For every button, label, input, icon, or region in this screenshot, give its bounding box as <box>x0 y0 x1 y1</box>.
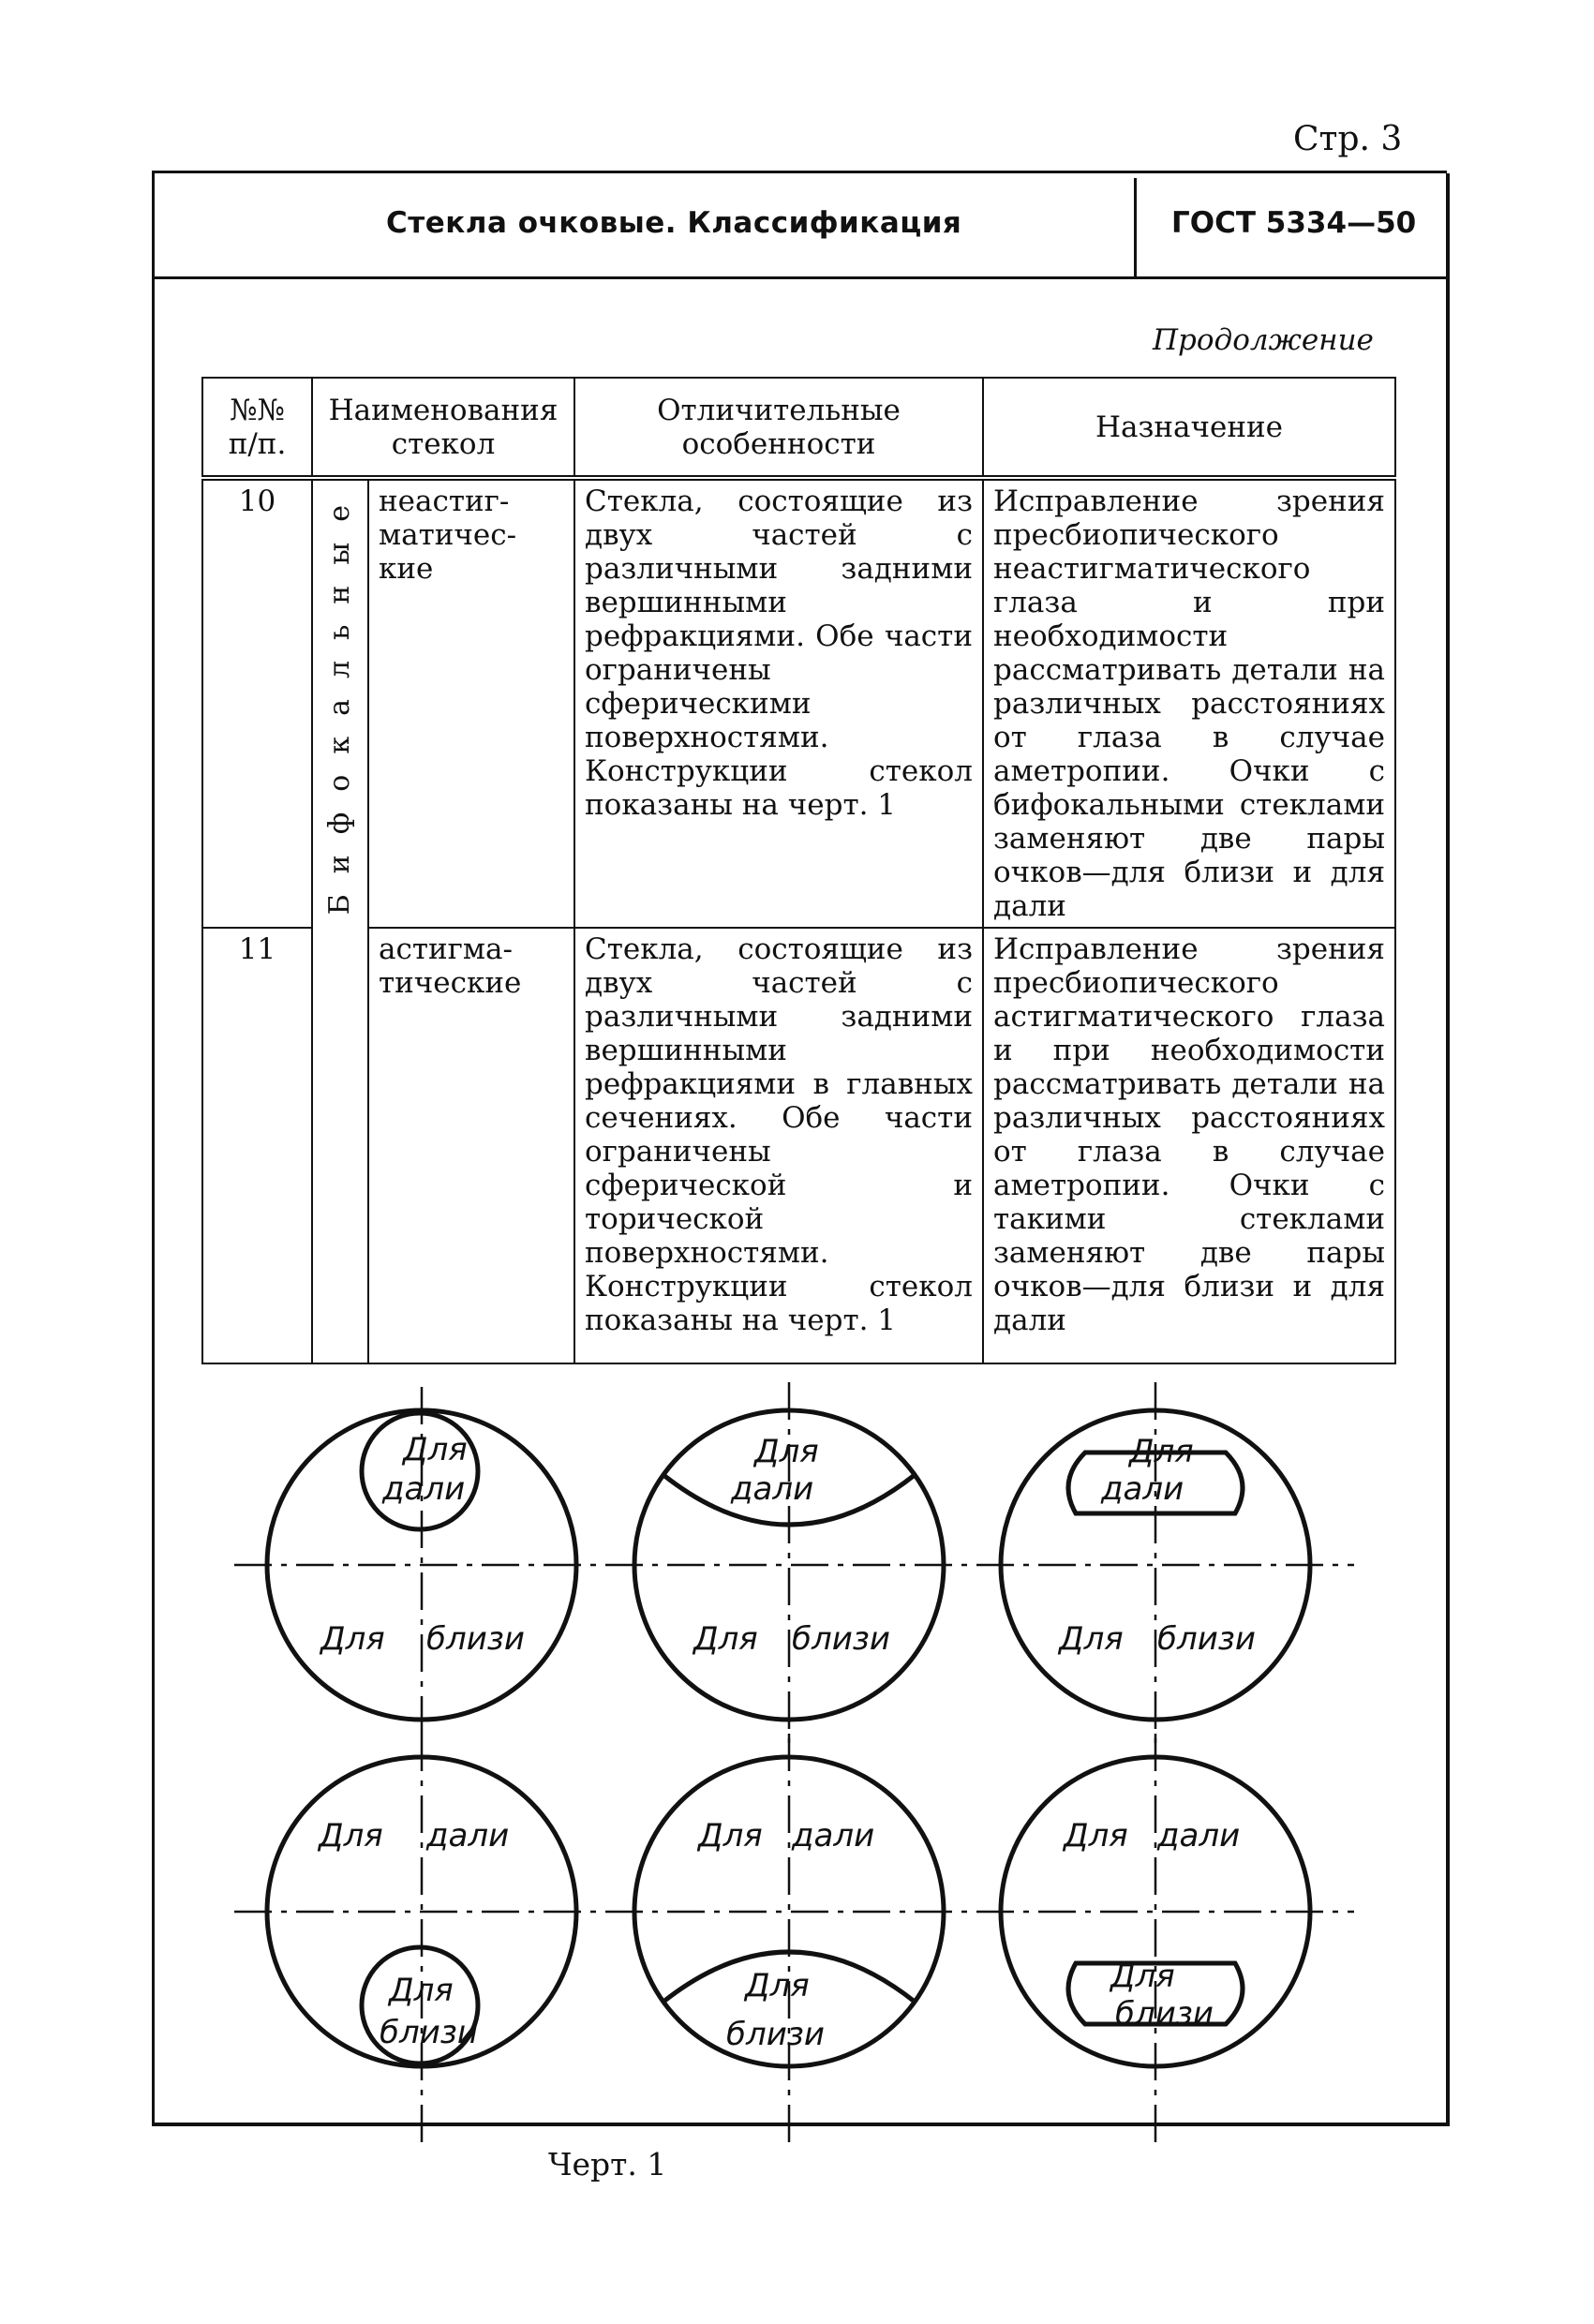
label-near: близи <box>726 2016 825 2053</box>
glass-features: Стекла, состоящие из двух частей с различными задними вершинными рефракциями в главных сечениях. Обе части ограничены сферической и торической поверхностями. Конструкции стекол показаны на черт. 1 <box>574 928 983 1363</box>
table-header-row <box>202 378 1395 478</box>
continuation-label: Продолжение <box>1153 323 1374 357</box>
label-near: Для <box>745 1967 810 2004</box>
document-title: Стекла очковые. Классификация <box>386 206 962 240</box>
label-near: близи <box>1115 1995 1214 2033</box>
label-far: дали <box>1157 1817 1241 1855</box>
label-near: близи <box>380 2014 478 2051</box>
group-cell <box>312 478 368 1363</box>
label-near: Для <box>320 1620 385 1658</box>
glass-purpose: Исправление зрения пресбиопического астигматического глаза и при необходимости рассматривать детали на различных расстояниях от глаза в случае аметропии. Очки с такими стеклами заменяют две пары очков—для близи и для дали <box>983 928 1395 1363</box>
label-near: Для <box>693 1620 758 1658</box>
label-far: Для <box>1064 1817 1128 1855</box>
label-far: дали <box>382 1470 466 1508</box>
lens-construction-figure <box>216 1378 1368 2155</box>
table-row <box>202 928 1395 1363</box>
label-far: Для <box>1129 1433 1194 1470</box>
label-near: близи <box>792 1620 890 1658</box>
row-number: 11 <box>202 928 312 1363</box>
classification-table <box>201 377 1396 1364</box>
group-label: Бифокальные <box>323 484 356 916</box>
label-far: Для <box>754 1433 819 1470</box>
page-number: Стр. 3 <box>1293 120 1403 158</box>
col-features: Отличительные особенности <box>574 378 983 478</box>
label-far: дали <box>426 1817 510 1855</box>
col-purpose: Назначение <box>983 378 1395 478</box>
label-far: Для <box>319 1817 383 1855</box>
label-far: дали <box>1101 1470 1184 1508</box>
label-near: Для <box>1059 1620 1124 1658</box>
col-name: Наименования стекол <box>312 378 574 478</box>
standard-code: ГОСТ 5334—50 <box>1171 206 1417 240</box>
glass-name: астигма-тические <box>368 928 574 1363</box>
label-far: Для <box>698 1817 763 1855</box>
col-number: №№ п/п. <box>202 378 312 478</box>
label-near: Для <box>1110 1958 1175 1995</box>
label-near: близи <box>1157 1620 1256 1658</box>
label-far: дали <box>731 1470 814 1508</box>
glass-features: Стекла, состоящие из двух частей с различными задними вершинными рефракциями. Обе части ограничены сферическими поверхностями. Конструкции стекол показаны на черт. 1 <box>574 478 983 928</box>
label-near: Для <box>389 1972 454 2009</box>
figure-caption: Черт. 1 <box>548 2146 667 2182</box>
label-near: близи <box>426 1620 525 1658</box>
glass-purpose: Исправление зрения пресбиопического неастигматического глаза и при необходимости рассматривать детали на различных расстояниях от глаза в случае аметропии. Очки с бифокальными стеклами заменяют две пары очков—для близи и для дали <box>983 478 1395 928</box>
label-far: дали <box>792 1817 875 1855</box>
label-far: Для <box>403 1431 468 1468</box>
table-row <box>202 478 1395 928</box>
row-number: 10 <box>202 478 312 928</box>
glass-name: неастиг-матичес-кие <box>368 478 574 928</box>
